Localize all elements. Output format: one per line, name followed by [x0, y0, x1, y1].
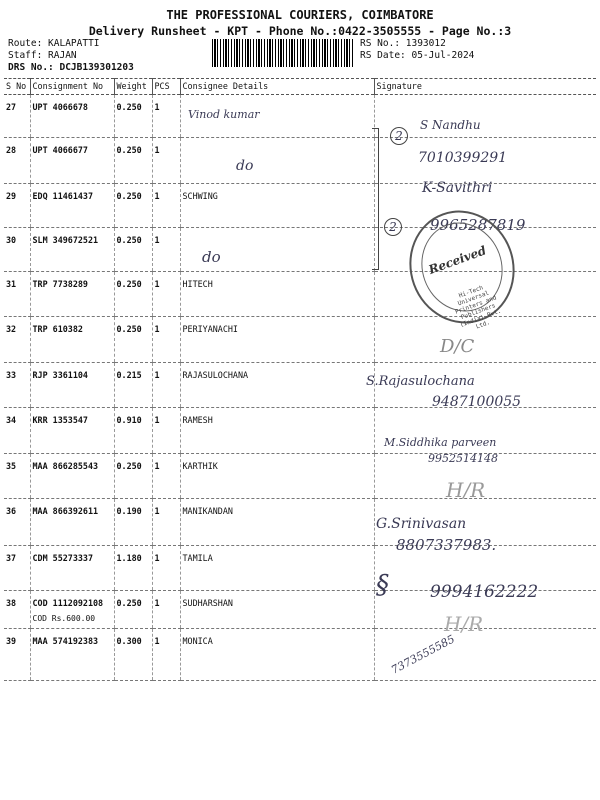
row-consignment: MAA 866392611 — [30, 499, 114, 546]
row-consignee: MONICA — [180, 629, 374, 681]
scribble-signature-37: § — [376, 570, 389, 600]
circled-number-1: 2 — [390, 127, 408, 145]
row-sno: 38 — [4, 591, 30, 629]
row-sno: 33 — [4, 363, 30, 408]
table-row — [4, 499, 596, 546]
col-consignee: Consignee Details — [180, 79, 374, 95]
drs-label: DRS No.: DCJB139301203 — [8, 62, 134, 73]
table-row — [4, 138, 596, 184]
row-pcs: 1 — [152, 228, 180, 272]
phone-39: 7373555585 — [389, 632, 457, 677]
signature-29: K-Savithri — [422, 180, 493, 196]
row-pcs: 1 — [152, 629, 180, 681]
circled-number-2: 2 — [384, 218, 402, 236]
row-weight: 0.250 — [114, 591, 152, 629]
row-weight: 0.300 — [114, 629, 152, 681]
phone-34: 9952514148 — [428, 452, 498, 465]
table-row — [4, 629, 596, 681]
company-title: THE PROFESSIONAL COURIERS, COIMBATORE — [166, 8, 434, 22]
row-consignment: TRP 7738289 — [30, 272, 114, 317]
phone-30: 9965287819 — [430, 216, 526, 234]
row-sno: 32 — [4, 317, 30, 363]
row-consignment: RJP 3361104 — [30, 363, 114, 408]
brace-mark — [372, 128, 379, 270]
row-consignment: CDM 55273337 — [30, 546, 114, 591]
row-pcs: 1 — [152, 138, 180, 184]
row-consignment: KRR 1353547 — [30, 408, 114, 454]
row-sno: 29 — [4, 184, 30, 228]
phone-36: 8807337983. — [396, 536, 497, 554]
row-pcs: 1 — [152, 499, 180, 546]
col-signature: Signature — [374, 79, 596, 95]
row-sno: 30 — [4, 228, 30, 272]
row-signature — [374, 95, 596, 138]
handwritten-ditto-30: do — [202, 248, 221, 266]
row-consignee: SCHWING — [180, 184, 374, 228]
col-pcs: PCS — [152, 79, 180, 95]
row-consignment: TRP 610382 — [30, 317, 114, 363]
table-row — [4, 408, 596, 454]
phone-28: 7010399291 — [418, 150, 508, 166]
row-weight: 0.250 — [114, 272, 152, 317]
row-sno: 36 — [4, 499, 30, 546]
row-sno: 27 — [4, 95, 30, 138]
row-pcs: 1 — [152, 408, 180, 454]
consignment-number: COD 1112092108 — [32, 598, 104, 608]
barcode — [212, 39, 354, 67]
signature-38: H/R — [444, 612, 484, 636]
cod-amount: COD Rs.600.00 — [32, 614, 96, 623]
row-weight: 0.250 — [114, 138, 152, 184]
phone-33: 9487100055 — [432, 394, 522, 410]
row-pcs: 1 — [152, 184, 180, 228]
row-weight: 0.250 — [114, 95, 152, 138]
signature-35: H/R — [446, 478, 486, 502]
row-consignment: MAA 866285543 — [30, 454, 114, 499]
row-consignee: TAMILA — [180, 546, 374, 591]
signature-36: G.Srinivasan — [376, 516, 467, 532]
row-consignment: EDQ 11461437 — [30, 184, 114, 228]
row-consignee: SUDHARSHAN — [180, 591, 374, 629]
row-consignee: HITECH — [180, 272, 374, 317]
table-row — [4, 317, 596, 363]
received-signature: Received — [426, 243, 489, 278]
meta-right — [360, 38, 474, 62]
handwritten-ditto-28: do — [236, 158, 254, 174]
row-weight: 1.180 — [114, 546, 152, 591]
runsheet-title: Delivery Runsheet - KPT - Phone No.:0422-3505555 - Page No.:3 — [88, 24, 512, 38]
row-pcs: 1 — [152, 272, 180, 317]
row-consignment: UPT 4066677 — [30, 138, 114, 184]
row-sno: 39 — [4, 629, 30, 681]
row-weight: 0.215 — [114, 363, 152, 408]
row-consignment: UPT 4066678 — [30, 95, 114, 138]
row-weight: 0.250 — [114, 317, 152, 363]
row-weight: 0.250 — [114, 184, 152, 228]
row-sno: 31 — [4, 272, 30, 317]
rs-no-label: RS No.: 1393012 — [360, 38, 446, 49]
row-weight: 0.250 — [114, 454, 152, 499]
row-pcs: 1 — [152, 454, 180, 499]
row-consignee: PERIYANACHI — [180, 317, 374, 363]
signature-33: S.Rajasulochana — [366, 374, 475, 389]
route-label: Route: KALAPATTI — [8, 38, 100, 49]
row-consignee: MANIKANDAN — [180, 499, 374, 546]
meta-left — [8, 38, 134, 74]
table-row — [4, 95, 596, 138]
row-consignee: RAMESH — [180, 408, 374, 454]
handwritten-consignee-27: Vinod kumar — [188, 108, 260, 121]
signature-34: M.Siddhika parveen — [384, 436, 497, 449]
col-sno: S No — [4, 79, 30, 95]
row-sno: 35 — [4, 454, 30, 499]
seal-text: Hi-Tech Universal Printers and Publishers (India) Pvt. Ltd. — [454, 284, 503, 331]
row-pcs: 1 — [152, 317, 180, 363]
row-weight: 0.910 — [114, 408, 152, 454]
staff-label: Staff: RAJAN — [8, 50, 77, 61]
row-pcs: 1 — [152, 95, 180, 138]
row-pcs: 1 — [152, 546, 180, 591]
row-consignment — [30, 591, 114, 629]
signature-32: D/C — [440, 336, 475, 357]
row-sno: 34 — [4, 408, 30, 454]
row-consignment: SLM 349672521 — [30, 228, 114, 272]
row-weight: 0.250 — [114, 228, 152, 272]
row-weight: 0.190 — [114, 499, 152, 546]
row-sno: 37 — [4, 546, 30, 591]
row-pcs: 1 — [152, 363, 180, 408]
row-consignment: MAA 574192383 — [30, 629, 114, 681]
col-consignment: Consignment No — [30, 79, 114, 95]
table-header-row — [4, 79, 596, 95]
row-consignee: RAJASULOCHANA — [180, 363, 374, 408]
row-sno: 28 — [4, 138, 30, 184]
row-consignee: KARTHIK — [180, 454, 374, 499]
row-consignee — [180, 138, 374, 184]
col-weight: Weight — [114, 79, 152, 95]
phone-37: 9994162222 — [430, 582, 539, 602]
rs-date-label: RS Date: 05-Jul-2024 — [360, 50, 475, 61]
signature-27: S Nandhu — [420, 118, 481, 132]
row-pcs: 1 — [152, 591, 180, 629]
table-row — [4, 454, 596, 499]
